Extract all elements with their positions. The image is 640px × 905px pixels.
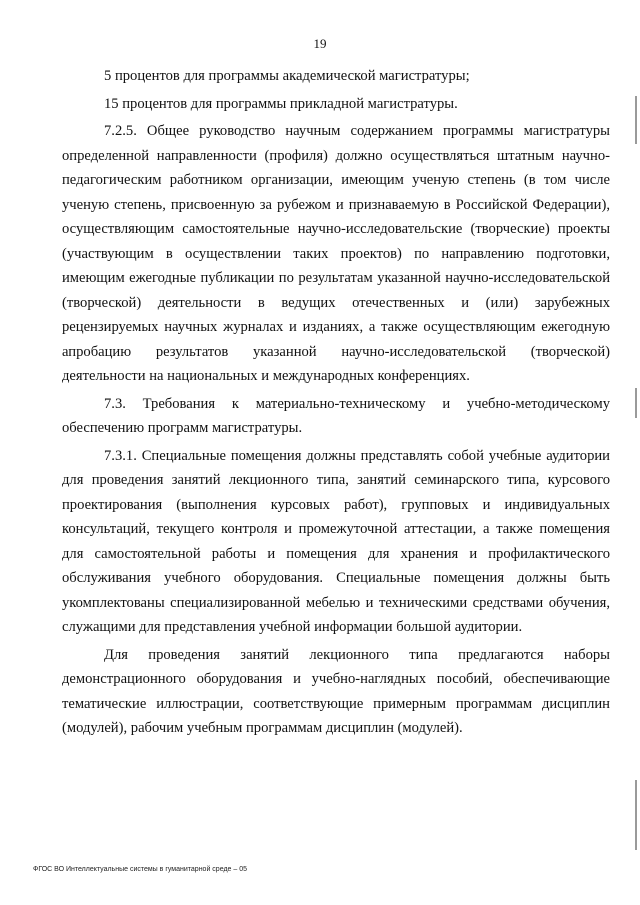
- paragraph-7-2-5: 7.2.5. Общее руководство научным содержанием программы магистратуры определенной направленности (профиля) должно осуществляться штатным научно-педагогическим работником организации, имеющим ученую степень (в том числе ученую степень, присвоенную за рубежом и признаваемую в Российской Федерации), осуществляющим самостоятельные научно-исследовательские (творческие) проекты (участвующим в осуществлении таких проектов) по направлению подготовки, имеющим ежегодные публикации по результатам указанной научно-исследовательской (творческой) деятельности в ведущих отечественных и (или) зарубежных рецензируемых научных журналах и изданиях, а также осуществляющим ежегодную апробацию результатов указанной научно-исследовательской (творческой) деятельности на национальных и международных конференциях.: [62, 123, 610, 384]
- page-number: 19: [313, 36, 327, 51]
- scan-edge-mark-middle: [635, 388, 637, 418]
- paragraph-applied-percent: 15 процентов для программы прикладной магистратуры.: [104, 95, 458, 112]
- document-footer: ФГОС ВО Интеллектуальные системы в гуманитарной среде – 05: [33, 866, 247, 873]
- paragraph-7-3-1: 7.3.1. Специальные помещения должны представлять собой учебные аудитории для проведения занятий лекционного типа, занятий семинарского типа, курсового проектирования (выполнения курсовых работ), групповых и индивидуальных консультаций, текущего контроля и промежуточной аттестации, а также помещения для самостоятельной работы и помещения для хранения и профилактического обслуживания учебного оборудования. Специальные помещения должны быть укомплектованы специализированной мебелью и техническими средствами обучения, служащими для представления учебной информации большой аудитории.: [62, 447, 610, 635]
- scan-edge-mark-top: [635, 96, 637, 144]
- scan-edge-mark-bottom: [635, 780, 637, 850]
- document-body: [62, 64, 610, 741]
- paragraph-academic-percent: 5 процентов для программы академической магистратуры;: [104, 68, 470, 84]
- paragraph-lecture-equipment: Для проведения занятий лекционного типа предлагаются наборы демонстрационного оборудования и учебно-наглядных пособий, обеспечивающие тематические иллюстрации, соответствующие примерным программам дисциплин (модулей), рабочим учебным программам дисциплин (модулей).: [62, 646, 610, 736]
- paragraph-7-3: 7.3. Требования к материально-техническому и учебно-методическому обеспечению программ магистратуры.: [62, 395, 610, 436]
